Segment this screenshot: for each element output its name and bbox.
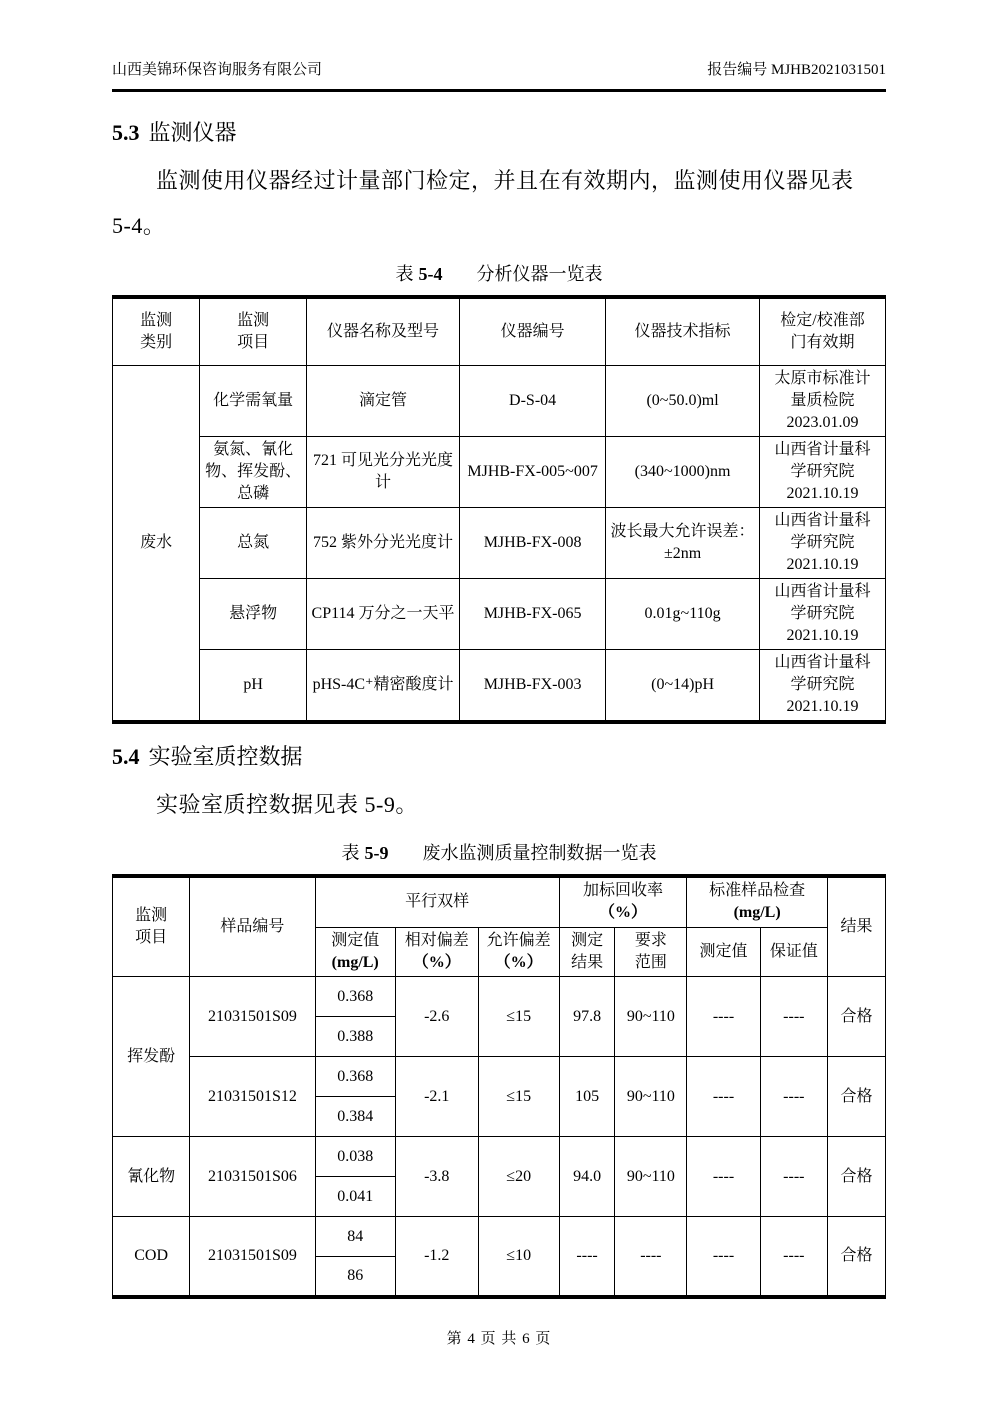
caption-title: 废水监测质量控制数据一览表	[422, 842, 657, 863]
cell-spike-range: 90~110	[615, 977, 687, 1057]
section-5-4-paragraph: 实验室质控数据见表 5-9。	[156, 791, 418, 817]
cell-allowed-deviation: ≤15	[478, 977, 559, 1057]
cell-sample-id: 21031501S06	[190, 1137, 315, 1217]
header-monitor-item: 监测 项目	[200, 297, 307, 365]
header-measured-value: 测定值 (mg/L)	[315, 928, 395, 977]
cell-result: 合格	[827, 1057, 885, 1137]
cell-result: 合格	[827, 977, 885, 1057]
table-5-4-instruments	[112, 295, 886, 724]
cell-spec: 0.01g~110g	[606, 578, 760, 649]
cell-spec: (340~1000)nm	[606, 436, 760, 507]
cell-serial: MJHB-FX-003	[460, 649, 606, 722]
cell-item: COD	[113, 1217, 190, 1297]
cell-serial: MJHB-FX-005~007	[460, 436, 606, 507]
section-number: 5.4	[112, 743, 140, 769]
header-std-measured: 测定值	[687, 928, 760, 977]
cell-category: 废水	[113, 365, 200, 722]
cell-spike-range: ----	[615, 1217, 687, 1297]
cell-relative-deviation: -2.1	[395, 1057, 478, 1137]
cell-item: 挥发酚	[113, 977, 190, 1137]
cell-instrument: pHS-4C⁺精密酸度计	[307, 649, 460, 722]
cell-allowed-deviation: ≤10	[478, 1217, 559, 1297]
cell-item: 氰化物	[113, 1137, 190, 1217]
cell-serial: D-S-04	[460, 365, 606, 436]
cell-measured-value: 84	[315, 1217, 395, 1257]
cell-item: 氨氮、氰化物、挥发酚、总磷	[200, 436, 307, 507]
header-spike-recovery: 加标回收率 （%）	[559, 876, 687, 928]
cell-allowed-deviation: ≤20	[478, 1137, 559, 1217]
header-sample-id: 样品编号	[190, 876, 315, 977]
cell-measured-value: 0.384	[315, 1097, 395, 1137]
cell-sample-id: 21031501S12	[190, 1057, 315, 1137]
caption-prefix: 表	[395, 264, 414, 284]
header-calibration-validity: 检定/校准部 门有效期	[759, 297, 885, 365]
header-spike-measured: 测定 结果	[559, 928, 615, 977]
cell-instrument: CP114 万分之一天平	[307, 578, 460, 649]
cell-measured-value: 0.038	[315, 1137, 395, 1177]
cell-relative-deviation: -2.6	[395, 977, 478, 1057]
cell-relative-deviation: -3.8	[395, 1137, 478, 1217]
cell-measured-value: 0.368	[315, 1057, 395, 1097]
cell-validity: 太原市标准计量质检院 2023.01.09	[759, 365, 885, 436]
cell-item: 化学需氧量	[200, 365, 307, 436]
header-monitor-item: 监测 项目	[113, 876, 190, 977]
section-5-3-paragraph: 监测使用仪器经过计量部门检定，并且在有效期内，监测使用仪器见表 5-4。	[112, 168, 854, 238]
header-instrument-name: 仪器名称及型号	[307, 297, 460, 365]
caption-prefix: 表	[341, 842, 360, 863]
cell-std-measured: ----	[687, 977, 760, 1057]
cell-spec: 波长最大允许误差：±2nm	[606, 507, 760, 578]
section-title: 监测仪器	[148, 120, 237, 145]
header-standard-sample-check: 标准样品检查 (mg/L)	[687, 876, 828, 928]
section-number: 5.3	[112, 120, 140, 145]
cell-std-certified: ----	[760, 977, 827, 1057]
page-header	[112, 60, 886, 92]
cell-result: 合格	[827, 1217, 885, 1297]
page-footer	[112, 1327, 886, 1348]
cell-std-certified: ----	[760, 1137, 827, 1217]
company-name: 山西美锦环保咨询服务有限公司	[112, 62, 323, 78]
cell-allowed-deviation: ≤15	[478, 1057, 559, 1137]
cell-sample-id: 21031501S09	[190, 977, 315, 1057]
cell-item: pH	[200, 649, 307, 722]
cell-serial: MJHB-FX-008	[460, 507, 606, 578]
header-instrument-spec: 仪器技术指标	[606, 297, 760, 365]
header-instrument-serial: 仪器编号	[460, 297, 606, 365]
cell-measured-value: 86	[315, 1257, 395, 1297]
header-parallel-samples: 平行双样	[315, 876, 559, 928]
section-title: 实验室质控数据	[148, 743, 303, 769]
cell-validity: 山西省计量科学研究院 2021.10.19	[759, 507, 885, 578]
cell-spike-result: 94.0	[559, 1137, 615, 1217]
cell-std-certified: ----	[760, 1057, 827, 1137]
page-number: 第 4 页 共 6 页	[446, 1330, 552, 1347]
cell-instrument: 滴定管	[307, 365, 460, 436]
caption-number: 5-4	[418, 264, 443, 284]
cell-validity: 山西省计量科学研究院 2021.10.19	[759, 578, 885, 649]
cell-instrument: 721 可见光分光光度计	[307, 436, 460, 507]
cell-measured-value: 0.388	[315, 1017, 395, 1057]
section-5-4-heading	[112, 742, 886, 772]
cell-spike-result: 105	[559, 1057, 615, 1137]
table-5-9-caption	[112, 841, 886, 865]
cell-result: 合格	[827, 1137, 885, 1217]
table-5-9-quality-control	[112, 874, 886, 1299]
cell-spike-range: 90~110	[615, 1057, 687, 1137]
table-5-4-caption	[112, 262, 886, 286]
header-std-certified: 保证值	[760, 928, 827, 977]
cell-std-measured: ----	[687, 1217, 760, 1297]
cell-sample-id: 21031501S09	[190, 1217, 315, 1297]
caption-title: 分析仪器一览表	[476, 264, 603, 284]
section-5-3-heading	[112, 118, 886, 148]
cell-spike-result: 97.8	[559, 977, 615, 1057]
report-number: 报告编号 MJHB2021031501	[707, 62, 886, 78]
header-monitor-category: 监测 类别	[113, 297, 200, 365]
cell-item: 悬浮物	[200, 578, 307, 649]
cell-measured-value: 0.368	[315, 977, 395, 1017]
header-allowed-deviation: 允许偏差 （%）	[478, 928, 559, 977]
cell-validity: 山西省计量科学研究院 2021.10.19	[759, 649, 885, 722]
cell-relative-deviation: -1.2	[395, 1217, 478, 1297]
cell-instrument: 752 紫外分光光度计	[307, 507, 460, 578]
header-relative-deviation: 相对偏差 （%）	[395, 928, 478, 977]
caption-number: 5-9	[364, 842, 389, 863]
header-spike-required-range: 要求 范围	[615, 928, 687, 977]
cell-std-measured: ----	[687, 1137, 760, 1217]
cell-spec: (0~14)pH	[606, 649, 760, 722]
cell-spike-result: ----	[559, 1217, 615, 1297]
cell-spec: (0~50.0)ml	[606, 365, 760, 436]
cell-serial: MJHB-FX-065	[460, 578, 606, 649]
cell-spike-range: 90~110	[615, 1137, 687, 1217]
cell-measured-value: 0.041	[315, 1177, 395, 1217]
header-result: 结果	[827, 876, 885, 977]
cell-std-certified: ----	[760, 1217, 827, 1297]
cell-validity: 山西省计量科学研究院 2021.10.19	[759, 436, 885, 507]
cell-item: 总氮	[200, 507, 307, 578]
cell-std-measured: ----	[687, 1057, 760, 1137]
